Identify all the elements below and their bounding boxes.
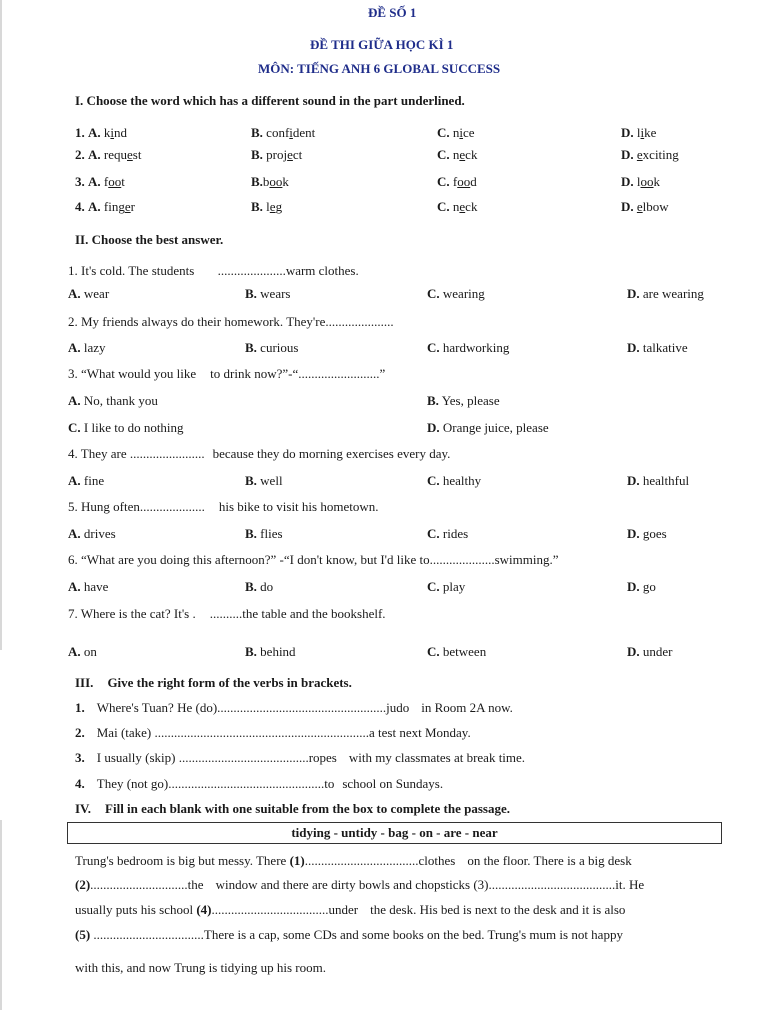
s3-item-2: 2. Mai (take) ..................................................................a test next Monday.: [75, 725, 471, 740]
s1-q2-option-c: C. neck: [437, 147, 478, 162]
s2-q5-stem: 5. Hung often.................... his bike to visit his hometown.: [68, 499, 379, 514]
s1-q4-option-c: C. neck: [437, 199, 478, 214]
section-2-title: II. Choose the best answer.: [75, 232, 224, 247]
s1-q3-option-c: C. food: [437, 174, 477, 189]
s2-q2-option-d: D. talkative: [627, 340, 688, 355]
s2-q3-option-a: A. No, thank you: [68, 393, 158, 408]
s2-q1-option-a: A. wear: [68, 286, 110, 301]
s2-q5-option-a: A. drives: [68, 526, 116, 541]
section-3-title: III. Give the right form of the verbs in brackets.: [75, 675, 352, 690]
passage-line-5: with this, and now Trung is tidying up his room.: [75, 960, 326, 975]
s1-q4-option-a: 4. A. finger: [75, 199, 135, 214]
s3-item-1: 1. Where's Tuan? He (do)....................................................judo in Room 2A now.: [75, 700, 513, 715]
s2-q4-stem: 4. They are ....................... because they do morning exercises every day.: [68, 446, 451, 461]
s2-q7-option-d: D. under: [627, 644, 673, 659]
s1-q2-option-a: 2. A. request: [75, 147, 142, 162]
s2-q7-option-b: B. behind: [245, 644, 296, 659]
s2-q3-option-c: C. I like to do nothing: [68, 420, 184, 435]
s2-q2-option-a: A. lazy: [68, 340, 106, 355]
s2-q6-option-d: D. go: [627, 579, 656, 594]
s1-q1-option-a: 1. A. kind: [75, 125, 128, 140]
s2-q3-stem: 3. “What would you like to drink now?”-“.........................”: [68, 366, 386, 381]
s2-q4-option-b: B. well: [245, 473, 283, 488]
s2-q7-option-a: A. on: [68, 644, 97, 659]
s2-q1-stem: 1. It's cold. The students .....................warm clothes.: [68, 263, 359, 278]
s1-q3-option-b: B.book: [251, 174, 289, 189]
s2-q2-stem: 2. My friends always do their homework. They're.....................: [68, 314, 394, 329]
s2-q7-stem: 7. Where is the cat? It's . ..........the table and the bookshelf.: [68, 606, 386, 621]
s2-q1-option-b: B. wears: [245, 286, 291, 301]
s2-q1-option-c: C. wearing: [427, 286, 485, 301]
page-edge-line: [0, 0, 2, 650]
s1-q1-option-d: D. like: [621, 125, 657, 140]
s2-q3-option-d: D. Orange juice, please: [427, 420, 549, 435]
s1-q4-option-b: B. leg: [251, 199, 283, 214]
s2-q5-option-d: D. goes: [627, 526, 667, 541]
s2-q5-option-b: B. flies: [245, 526, 283, 541]
exam-subject: MÔN: TIẾNG ANH 6 GLOBAL SUCCESS: [258, 61, 501, 76]
page-edge-line-lower: [0, 820, 2, 1010]
s2-q5-option-c: C. rides: [427, 526, 469, 541]
passage-line-2: (2)..............................the window and there are dirty bowls and chopsticks (3).......................................it. He: [75, 877, 645, 892]
s2-q2-option-b: B. curious: [245, 340, 299, 355]
s1-q2-option-b: B. project: [251, 147, 303, 162]
s1-q1-option-b: B. confident: [251, 125, 316, 140]
section-4-title: IV. Fill in each blank with one suitable from the box to complete the passage.: [75, 801, 510, 816]
s2-q6-option-c: C. play: [427, 579, 466, 594]
passage-line-3: usually puts his school (4)....................................under the desk. His bed is next to the desk and it is also: [75, 902, 626, 917]
s2-q3-option-b: B. Yes, please: [427, 393, 500, 408]
exam-code: ĐỀ SỐ 1: [368, 5, 417, 20]
word-box: tidying - untidy - bag - on - are - near: [67, 822, 722, 844]
s2-q4-option-a: A. fine: [68, 473, 105, 488]
s2-q2-option-c: C. hardworking: [427, 340, 510, 355]
s1-q4-option-d: D. elbow: [621, 199, 669, 214]
section-1-title: I. Choose the word which has a different sound in the part underlined.: [75, 93, 465, 108]
s2-q6-option-a: A. have: [68, 579, 109, 594]
s1-q2-option-d: D. exciting: [621, 147, 679, 162]
s3-item-4: 4. They (not go)................................................to school on Sundays.: [75, 776, 444, 791]
s2-q4-option-c: C. healthy: [427, 473, 482, 488]
s3-item-3: 3. I usually (skip) ........................................ropes with my classmates at break time.: [75, 750, 526, 765]
passage-line-4: (5) ..................................There is a cap, some CDs and some books on the bed. Trung's mum is not happy: [75, 927, 623, 942]
s2-q4-option-d: D. healthful: [627, 473, 690, 488]
s1-q3-option-d: D. look: [621, 174, 661, 189]
s1-q1-option-c: C. nice: [437, 125, 475, 140]
s1-q3-option-a: 3. A. foot: [75, 174, 125, 189]
s2-q1-option-d: D. are wearing: [627, 286, 704, 301]
exam-title: ĐỀ THI GIỮA HỌC KÌ 1: [310, 37, 454, 52]
s2-q6-option-b: B. do: [245, 579, 274, 594]
passage-line-1: Trung's bedroom is big but messy. There (1)...................................clothes on the floor. There is a big desk: [75, 853, 632, 868]
s2-q6-stem: 6. “What are you doing this afternoon?” -“I don't know, but I'd like to....................swimming.”: [68, 552, 559, 567]
s2-q7-option-c: C. between: [427, 644, 487, 659]
